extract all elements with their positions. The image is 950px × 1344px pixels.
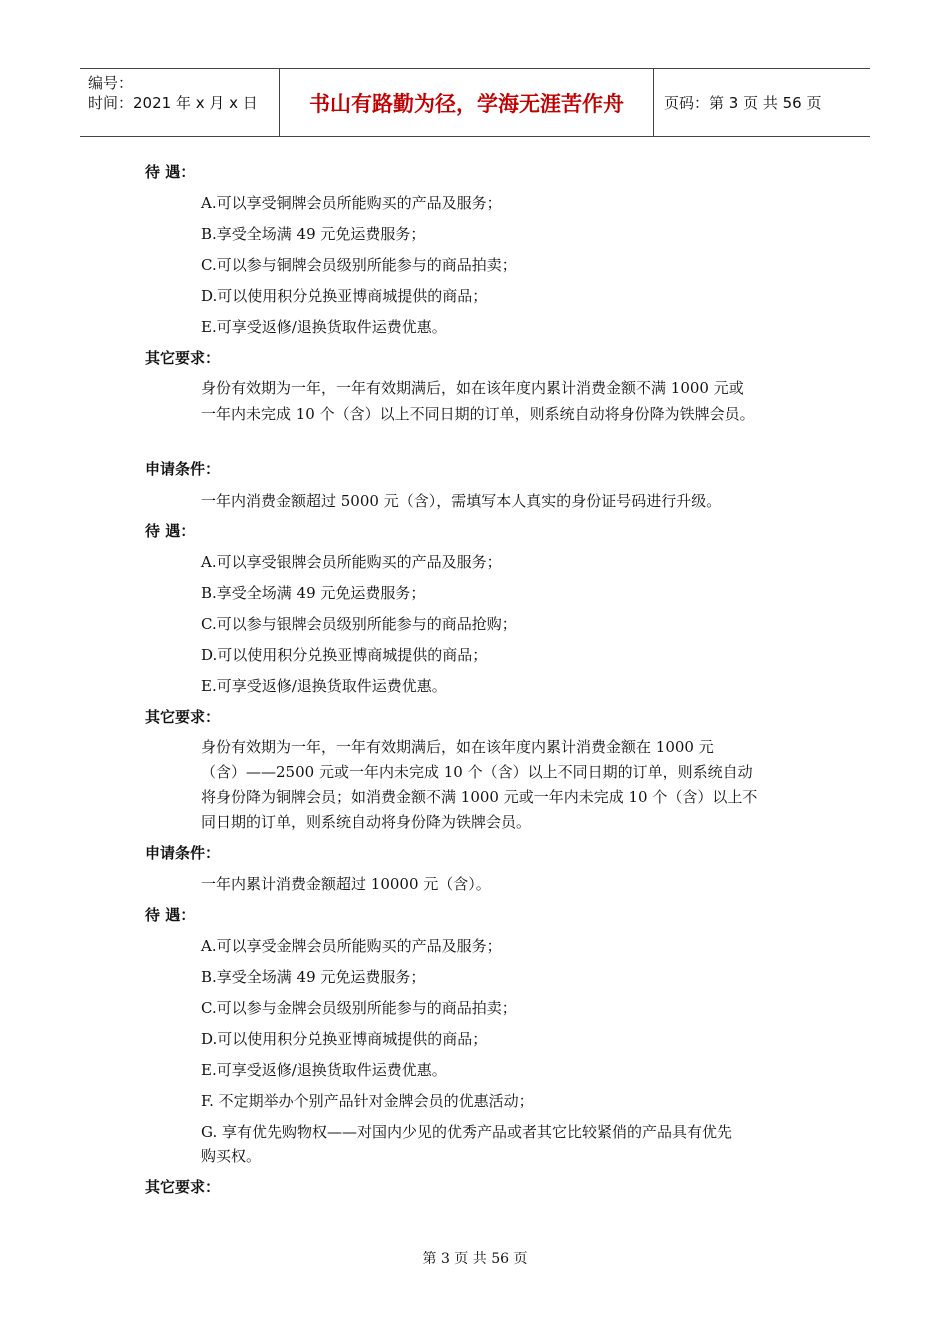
list-item: 购买权。 xyxy=(201,1147,262,1165)
list-item: G. 享有优先购物权——对国内少见的优秀产品或者其它比较紧俏的产品具有优先 xyxy=(201,1123,732,1141)
page-header xyxy=(80,68,870,137)
section-label: 待 遇： xyxy=(145,163,196,181)
list-item: D.可以使用积分兑换亚博商城提供的商品； xyxy=(201,646,488,664)
list-item: E.可享受返修/退换货取件运费优惠。 xyxy=(201,318,447,336)
list-item: D.可以使用积分兑换亚博商城提供的商品； xyxy=(201,287,488,305)
list-item: A.可以享受银牌会员所能购买的产品及服务； xyxy=(201,553,502,571)
header-meta xyxy=(80,69,280,136)
header-motto: 书山有路勤为径，学海无涯苦作舟 xyxy=(280,69,654,136)
list-item: B.享受全场满 49 元免运费服务； xyxy=(201,225,426,243)
list-item: A.可以享受铜牌会员所能购买的产品及服务； xyxy=(201,194,502,212)
paragraph-line: （含）——2500 元或一年内未完成 10 个（含）以上不同日期的订单，则系统自动 xyxy=(201,763,753,781)
document-number: 编号： xyxy=(88,74,134,92)
paragraph-line: 将身份降为铜牌会员；如消费金额不满 1000 元或一年内未完成 10 个（含）以上不 xyxy=(201,788,758,806)
paragraph-line: 一年内累计消费金额超过 10000 元（含）。 xyxy=(201,875,491,893)
list-item: B.享受全场满 49 元免运费服务； xyxy=(201,968,426,986)
section-label: 申请条件： xyxy=(145,460,221,478)
list-item: A.可以享受金牌会员所能购买的产品及服务； xyxy=(201,937,502,955)
section-label: 申请条件： xyxy=(145,844,221,862)
paragraph-line: 同日期的订单，则系统自动将身份降为铁牌会员。 xyxy=(201,813,532,831)
paragraph-line: 身份有效期为一年，一年有效期满后，如在该年度内累计消费金额不满 1000 元或 xyxy=(201,379,744,397)
list-item: C.可以参与铜牌会员级别所能参与的商品拍卖； xyxy=(201,256,517,274)
list-item: F. 不定期举办个别产品针对金牌会员的优惠活动； xyxy=(201,1092,534,1110)
section-label: 待 遇： xyxy=(145,522,196,540)
list-item: C.可以参与银牌会员级别所能参与的商品抢购； xyxy=(201,615,517,633)
header-page-info: 页码：第 3 页 共 56 页 xyxy=(664,94,822,112)
page-footer: 第 3 页 共 56 页 xyxy=(422,1251,528,1267)
list-item: E.可享受返修/退换货取件运费优惠。 xyxy=(201,1061,447,1079)
list-item: B.享受全场满 49 元免运费服务； xyxy=(201,584,426,602)
paragraph-line: 一年内未完成 10 个（含）以上不同日期的订单，则系统自动将身份降为铁牌会员。 xyxy=(201,405,755,423)
section-label: 其它要求： xyxy=(145,1178,221,1196)
section-label: 其它要求： xyxy=(145,708,221,726)
list-item: E.可享受返修/退换货取件运费优惠。 xyxy=(201,677,447,695)
list-item: D.可以使用积分兑换亚博商城提供的商品； xyxy=(201,1030,488,1048)
paragraph-line: 身份有效期为一年，一年有效期满后，如在该年度内累计消费金额在 1000 元 xyxy=(201,738,714,756)
section-label: 其它要求： xyxy=(145,349,221,367)
section-label: 待 遇： xyxy=(145,906,196,924)
document-date: 时间：2021 年 x 月 x 日 xyxy=(88,94,258,112)
paragraph-line: 一年内消费金额超过 5000 元（含），需填写本人真实的身份证号码进行升级。 xyxy=(201,492,722,510)
list-item: C.可以参与金牌会员级别所能参与的商品拍卖； xyxy=(201,999,517,1017)
